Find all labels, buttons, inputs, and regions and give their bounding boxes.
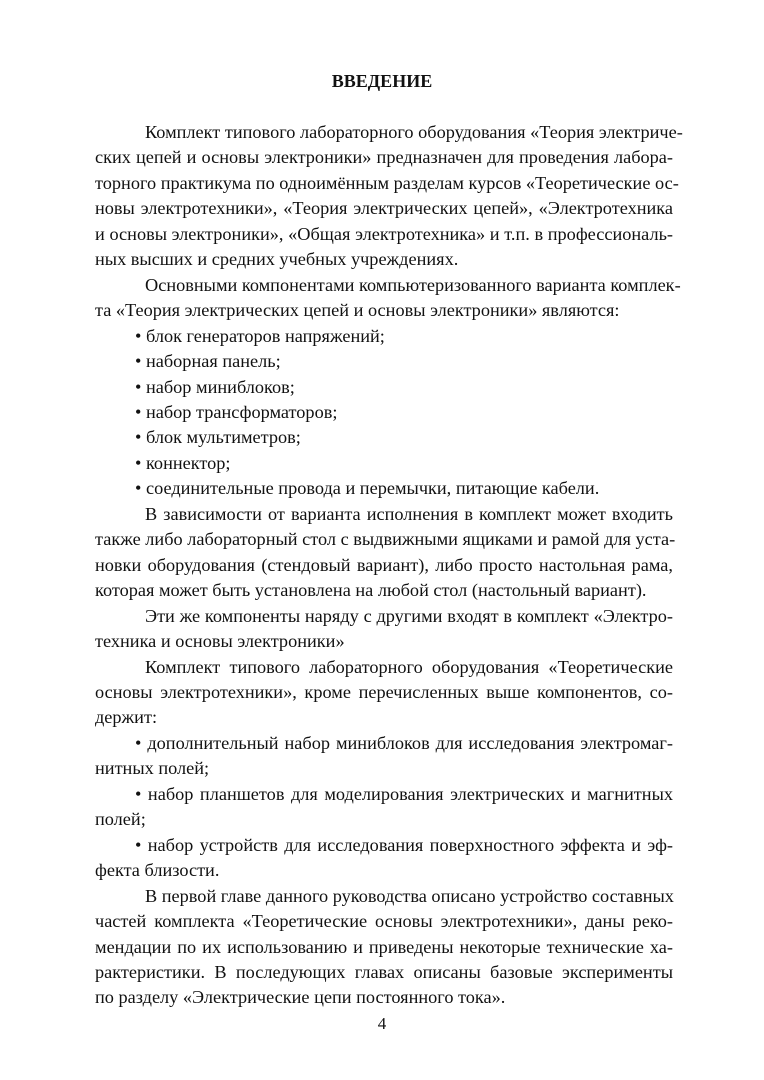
bullet-item — [95, 324, 673, 349]
text-line: • соединительные провода и перемычки, питающие кабели. — [135, 478, 600, 499]
bullet-item — [95, 451, 673, 476]
paragraph — [95, 604, 673, 655]
paragraph — [95, 120, 683, 273]
text-line: Эти же компоненты наряду с другими входят в комплект «Электро- — [145, 605, 673, 626]
bullet-item — [95, 782, 673, 833]
text-line: фекта близости. — [95, 860, 220, 881]
paragraph — [95, 273, 681, 324]
text-line: держит: — [95, 707, 158, 728]
text-line: • набор планшетов для моделирования электрических и магнитных — [135, 783, 673, 804]
text-line: частей комплекта «Теоретические основы электротехники», даны реко- — [95, 911, 673, 932]
bullet-item — [95, 349, 673, 374]
bullet-item — [95, 731, 673, 782]
text-line: также либо лабораторный стол с выдвижными ящиками и рамой для уста- — [95, 529, 676, 550]
text-line: • набор миниблоков; — [135, 376, 295, 397]
text-line: та «Теория электрических цепей и основы электроники» являются: — [95, 300, 620, 321]
text-line: новки оборудования (стендовый вариант), либо просто настольная рама, — [95, 554, 673, 575]
text-line: полей; — [95, 809, 146, 830]
paragraph — [95, 502, 676, 604]
bullet-item — [95, 400, 673, 425]
bullet-item — [95, 425, 673, 450]
text-line: В первой главе данного руководства описано устройство составных — [145, 885, 674, 906]
bullet-item — [95, 833, 673, 884]
text-line: мендации по их использованию и приведены некоторые технические ха- — [95, 936, 673, 957]
text-line: ских цепей и основы электроники» предназначен для проведения лабора- — [95, 147, 673, 168]
text-line: торного практикума по одноимённым разделам курсов «Теоретические ос- — [95, 172, 679, 193]
text-line: ных высших и средних учебных учреждениях. — [95, 249, 459, 270]
text-line: • набор устройств для исследования поверхностного эффекта и эф- — [135, 834, 673, 855]
text-line: и основы электроники», «Общая электротехника» и т.п. в профессиональ- — [95, 223, 673, 244]
bullet-item — [95, 476, 673, 501]
text-line: • набор трансформаторов; — [135, 401, 338, 422]
page-title: ВВЕДЕНИЕ — [331, 71, 433, 91]
text-line: • блок мультиметров; — [135, 427, 301, 448]
text-line: Основными компонентами компьютеризованного варианта комплек- — [145, 274, 681, 295]
text-line: по разделу «Электрические цепи постоянного тока». — [95, 987, 506, 1008]
text-line: • коннектор; — [135, 452, 231, 473]
text-line: • дополнительный набор миниблоков для исследования электромаг- — [135, 732, 673, 753]
paragraph — [95, 884, 673, 1011]
text-line: новы электротехники», «Теория электрических цепей», «Электротехника — [95, 198, 673, 219]
text-line: Комплект типового лабораторного оборудования «Теория электриче- — [145, 122, 683, 142]
text-line: техника и основы электроники» — [95, 631, 345, 652]
bullet-item — [95, 375, 673, 400]
page-number: 4 — [377, 1014, 387, 1033]
text-line: нитных полей; — [95, 758, 210, 779]
text-line: которая может быть установлена на любой стол (настольный вариант). — [95, 580, 647, 601]
paragraph — [95, 655, 673, 731]
text-line: В зависимости от варианта исполнения в комплект может входить — [145, 503, 673, 524]
text-line: основы электротехники», кроме перечисленных выше компонентов, со- — [95, 681, 673, 702]
text-line: • наборная панель; — [135, 351, 281, 372]
text-line: рактеристики. В последующих главах описаны базовые эксперименты — [95, 961, 673, 982]
document-body — [95, 120, 683, 1011]
text-line: Комплект типового лабораторного оборудования «Теоретические — [145, 656, 673, 677]
text-line: • блок генераторов напряжений; — [135, 325, 385, 346]
